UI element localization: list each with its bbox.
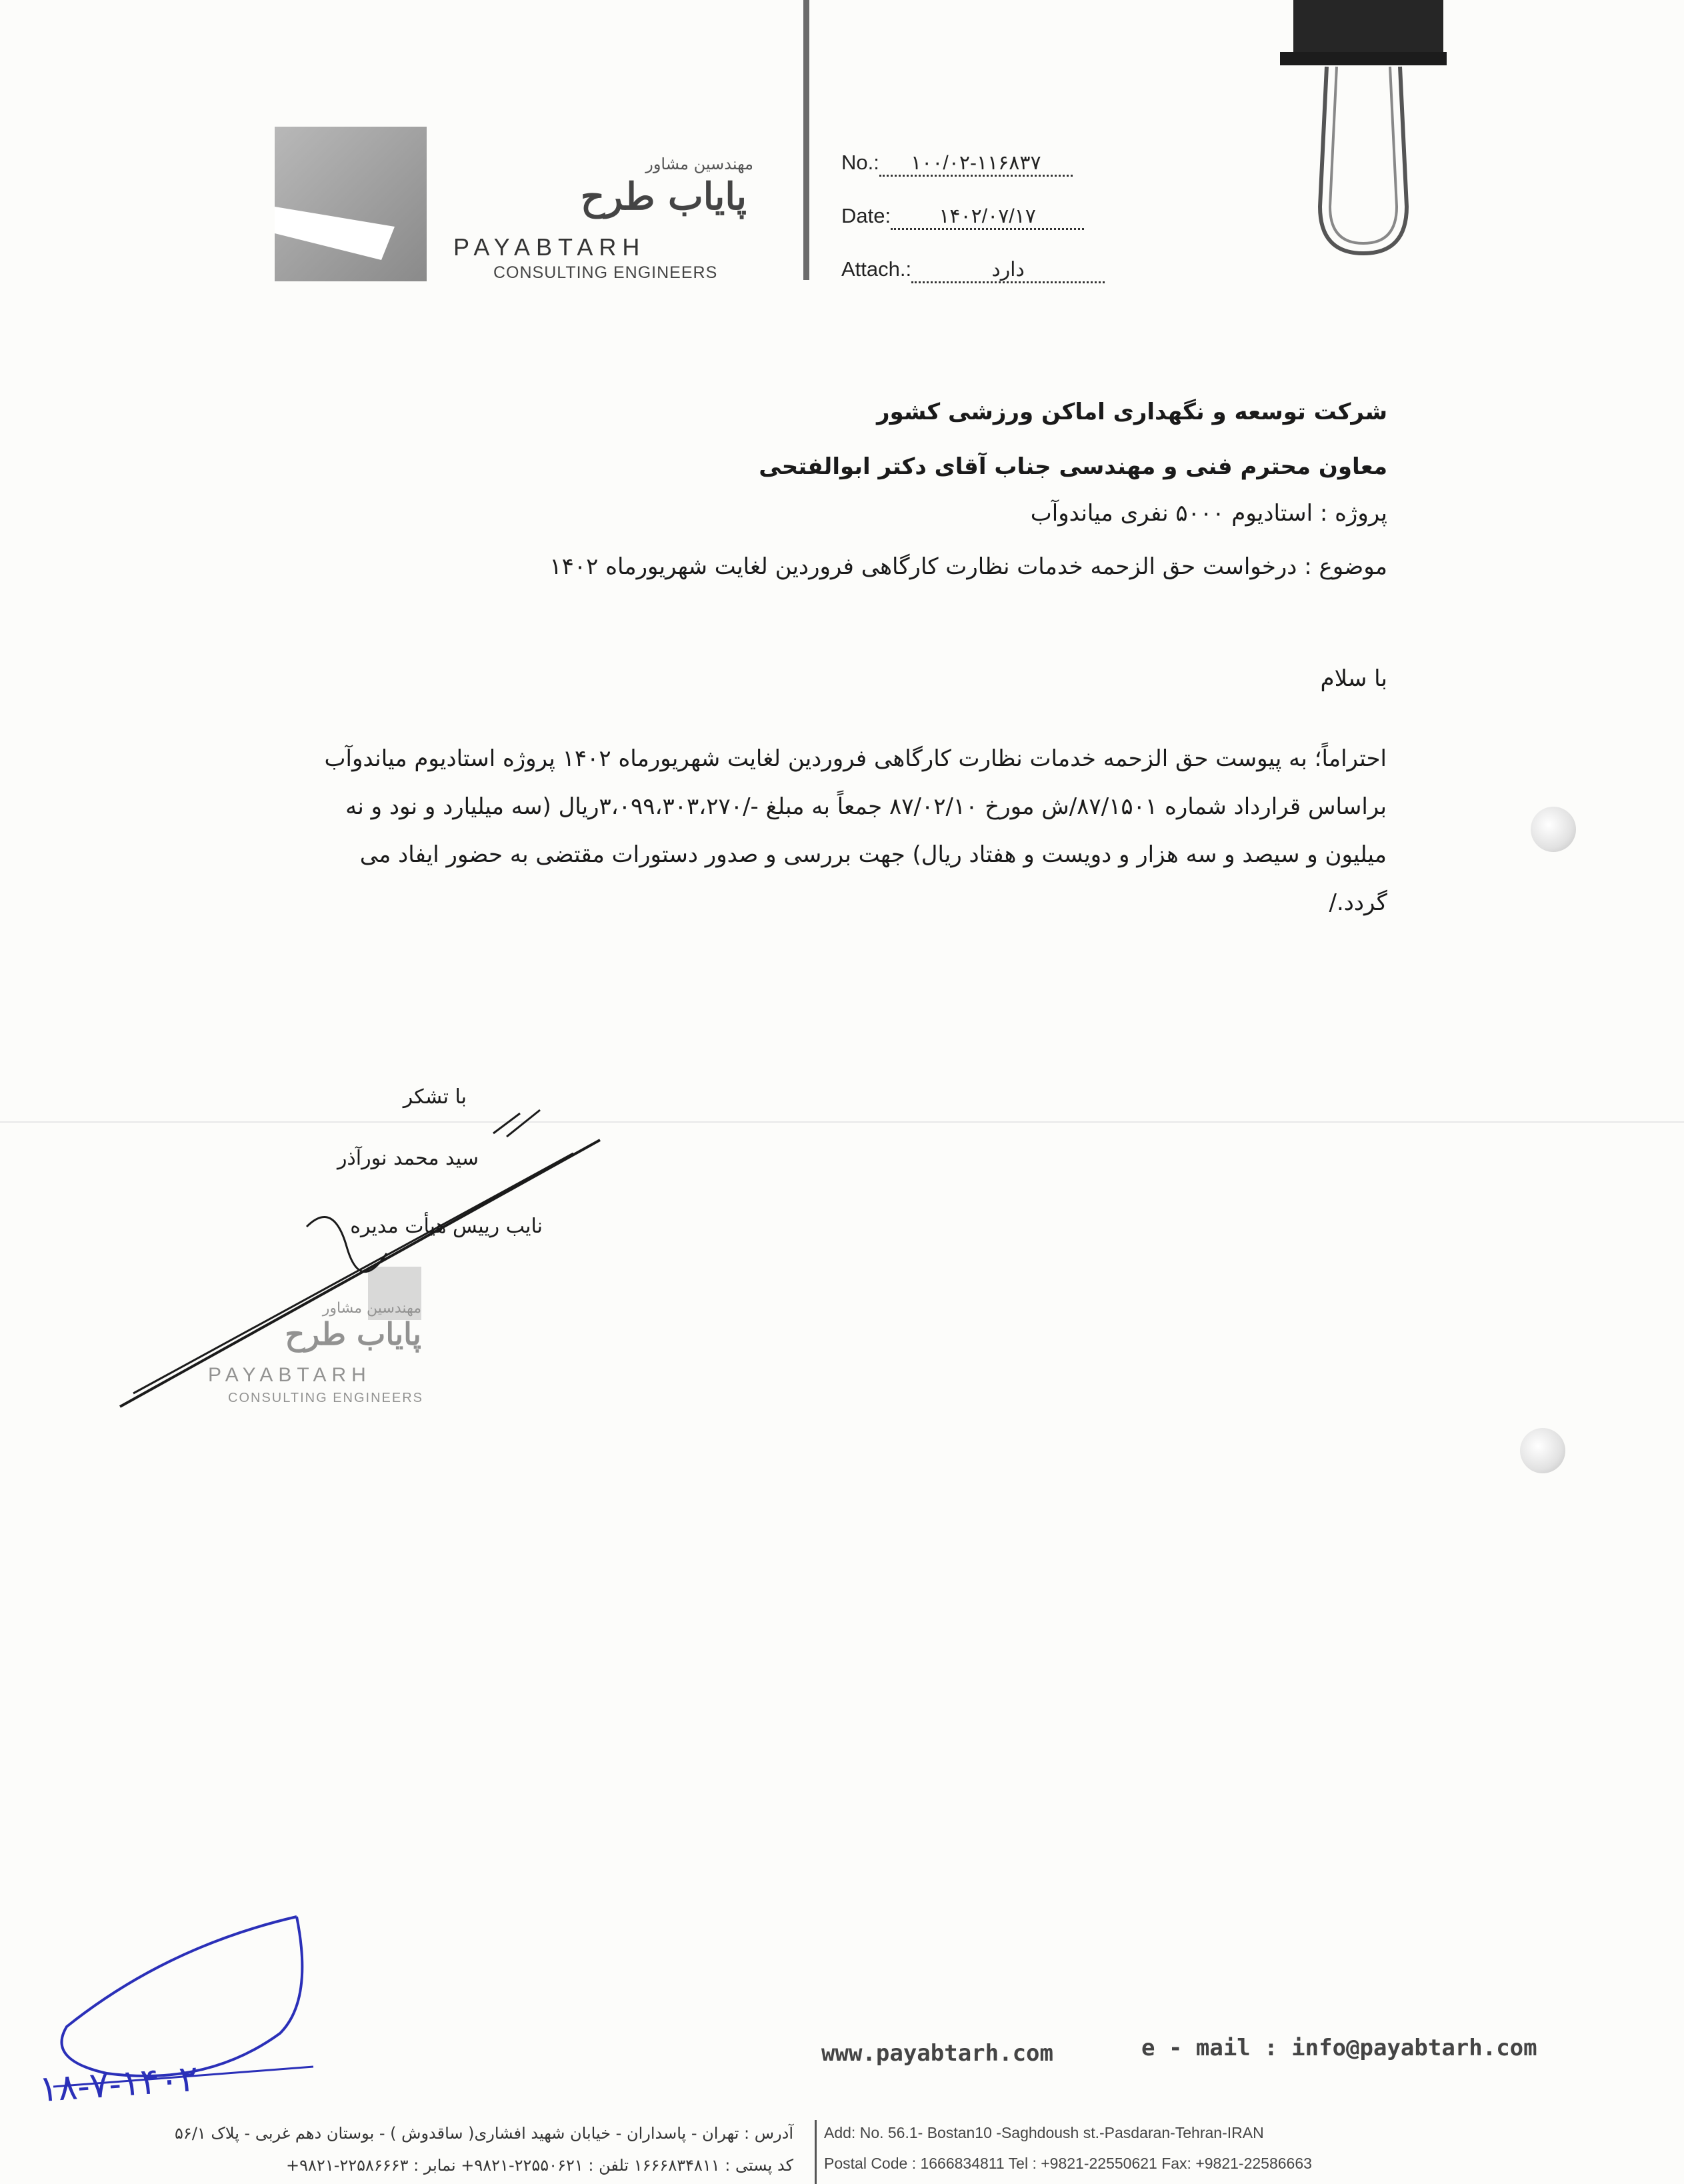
- header-divider-line: [803, 0, 809, 280]
- greeting: با سلام: [1320, 665, 1387, 692]
- recipient-company: شرکت توسعه و نگهداری اماکن ورزشی کشور: [876, 399, 1387, 425]
- letter-date-label: Date:: [841, 204, 891, 227]
- binder-clip: [1293, 0, 1443, 60]
- letter-number-value: ۱۰۰/۰۲-۱۱۶۸۳۷: [879, 151, 1073, 177]
- project-line: پروژه : استادیوم ۵۰۰۰ نفری میاندوآب: [1030, 500, 1387, 527]
- stamp-text-fa: پایاب طرح: [285, 1316, 421, 1352]
- footer-email[interactable]: e - mail : info@payabtarh.com: [1141, 2035, 1537, 2061]
- signatory-title: نایب رییس هیأت مدیره: [350, 1215, 543, 1238]
- body-line-3: میلیون و سیصد و سه هزار و دویست و هفتاد ریال) جهت بررسی و صدور دستورات مقتضی به حضور ایفاد می: [359, 841, 1387, 868]
- footer-postal-en: Postal Code : 1666834811 Tel : +9821-22550621 Fax: +9821-22586663: [824, 2155, 1312, 2172]
- closing-text: با تشکر: [403, 1085, 467, 1109]
- subject-line: موضوع : درخواست حق الزحمه خدمات نظارت کارگاهی فروردین لغایت شهریورماه ۱۴۰۲: [549, 553, 1387, 580]
- footer-address-fa: آدرس : تهران - پاسداران - خیابان شهید افشاری( ساقدوش ) - بوستان دهم غربی - پلاک ۵۶/۱: [175, 2124, 793, 2143]
- letter-number: [841, 151, 1073, 177]
- stamp-text-en-sub: CONSULTING ENGINEERS: [228, 1391, 423, 1405]
- logo-text-en-sub: CONSULTING ENGINEERS: [493, 263, 718, 282]
- letter-number-label: No.:: [841, 151, 879, 174]
- footer-divider: [815, 2120, 817, 2184]
- footer-postal-fa: کد پستی : ۱۶۶۶۸۳۴۸۱۱ تلفن : ۲۲۵۵۰۶۲۱-۹۸۲۱+ نمابر : ۲۲۵۸۶۶۶۳-۹۸۲۱+: [286, 2156, 793, 2175]
- letter-attachment-label: Attach.:: [841, 257, 912, 281]
- body-line-2: براساس قرارداد شماره ۸۷/۱۵۰۱/ش مورخ ۸۷/۰۲/۱۰ جمعاً به مبلغ -/۳،۰۹۹،۳۰۳،۲۷۰ریال (سه میلیارد و نود و نه: [345, 793, 1387, 820]
- footer-website[interactable]: www.payabtarh.com: [821, 2040, 1053, 2067]
- handwritten-date: ۱۸-۷-۱۴۰۲: [37, 2057, 200, 2111]
- logo-text-fa-small: مهندسین مشاور: [645, 155, 753, 173]
- binder-clip-handle: [1307, 60, 1420, 267]
- letter-date: [841, 204, 1084, 230]
- punch-hole: [1520, 1428, 1565, 1473]
- body-line-1: احتراماً؛ به پیوست حق الزحمه خدمات نظارت کارگاهی فروردین لغایت شهریورماه ۱۴۰۲ پروژه استادیوم میاندوآب: [324, 745, 1387, 772]
- letter-date-value: ۱۴۰۲/۰۷/۱۷: [891, 205, 1084, 230]
- signatory-name: سید محمد نورآذر: [337, 1147, 479, 1170]
- footer-address-en: Add: No. 56.1- Bostan10 -Saghdoush st.-Pasdaran-Tehran-IRAN: [824, 2124, 1264, 2141]
- stamp-text-fa-small: مهندسین مشاور: [322, 1300, 421, 1317]
- logo-text-en: PAYABTARH: [453, 233, 646, 261]
- body-line-4: گردد./: [1329, 889, 1387, 916]
- recipient-addressee: معاون محترم فنی و مهندسی جناب آقای دکتر ابوالفتحی: [759, 453, 1387, 480]
- company-logo-mark: [275, 127, 427, 281]
- stamp-text-en: PAYABTARH: [208, 1364, 371, 1386]
- letter-attachment: [841, 257, 1105, 283]
- punch-hole: [1531, 807, 1576, 852]
- letter-attachment-value: دارد: [911, 258, 1105, 283]
- logo-text-fa: پایاب طرح: [580, 175, 747, 219]
- handwritten-signature: [107, 1093, 613, 1413]
